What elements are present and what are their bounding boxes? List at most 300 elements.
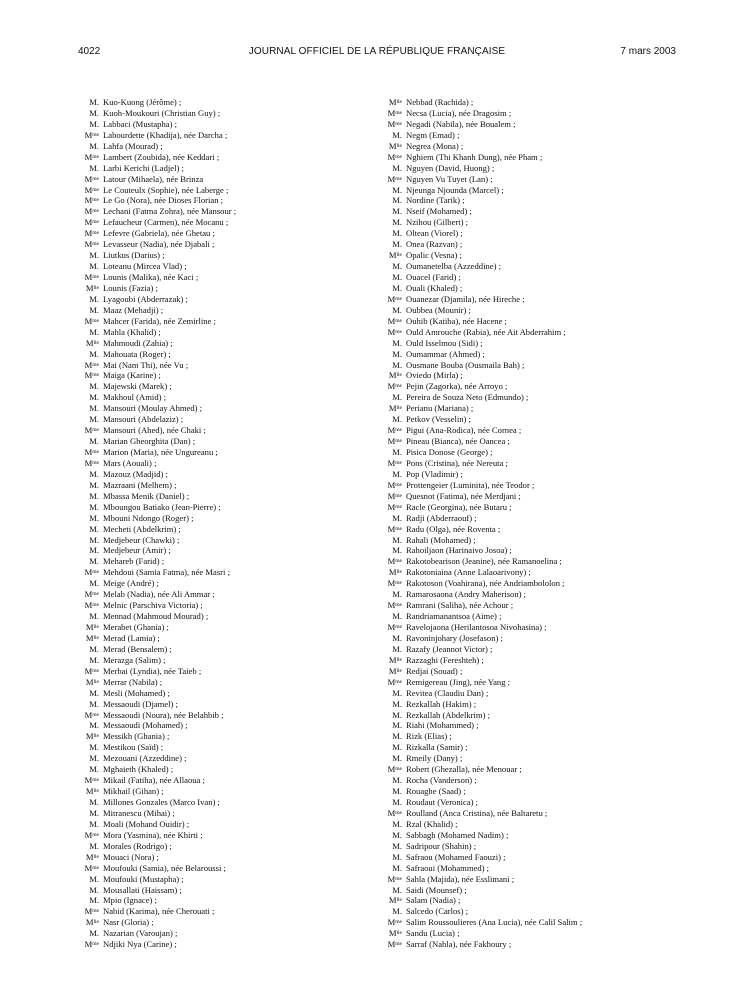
name-entry [82, 852, 382, 863]
civility-title: M. [392, 282, 402, 293]
person-name: Razafy (Jeannot Victor) ; [406, 643, 493, 654]
name-entry [82, 666, 382, 677]
name-entry [385, 753, 685, 764]
name-entry [385, 917, 685, 928]
name-entry [82, 502, 382, 513]
name-entry [385, 928, 685, 939]
civility-title: M. [89, 523, 99, 534]
person-name: Maiga (Karine) ; [103, 370, 161, 381]
name-entry [385, 469, 685, 480]
name-entry [385, 414, 685, 425]
civility-title: M. [89, 501, 99, 512]
civility-title: M. [392, 818, 402, 829]
civility-title: M. [89, 720, 99, 731]
name-entry [385, 458, 685, 469]
person-name: Rizk (Elias) ; [406, 731, 452, 742]
civility-title: $M^{me}$ [387, 622, 402, 632]
civility-title: M. [392, 720, 402, 731]
name-entry [385, 491, 685, 502]
civility-title: M. [89, 392, 99, 403]
person-name: Merad (Bensalem) ; [103, 643, 172, 654]
civility-title: $M^{me}$ [387, 381, 402, 392]
person-name: Nghiem (Thi Khanh Dung), née Pham ; [406, 151, 543, 162]
civility-title: M. [89, 250, 99, 261]
person-name: Kuo-Kuong (Jérôme) ; [103, 97, 182, 107]
name-entry [82, 753, 382, 764]
person-name: Lounis (Malika), née Kaci ; [103, 272, 199, 282]
civility-title: M. [392, 611, 402, 622]
civility-title: M. [392, 184, 402, 195]
name-entry [82, 885, 382, 896]
person-name: Pineau (Bianca), née Oancea ; [406, 436, 510, 447]
person-name: Melab (Nadia), née Ali Ammar ; [103, 589, 215, 600]
civility-title: $M^{me}$ [84, 709, 99, 720]
name-entry [385, 939, 685, 950]
name-entry [385, 283, 685, 294]
name-entry [385, 436, 685, 447]
civility-title: $M^{me}$ [387, 326, 402, 337]
civility-title: M. [89, 140, 99, 151]
civility-title: $M^{me}$ [84, 315, 99, 326]
person-name: Merbai (Lyndia), née Taieb ; [103, 665, 202, 676]
civility-title: M. [89, 611, 99, 622]
person-name: Petkov (Vesselin) ; [406, 414, 471, 425]
civility-title: M. [89, 293, 99, 304]
name-entry [82, 97, 382, 108]
name-entry [385, 688, 685, 699]
person-name: Mitranescu (Mihai) ; [103, 807, 175, 818]
civility-title: $M^{me}$ [387, 556, 402, 567]
person-name: Mai (Nam Thi), née Vu ; [103, 359, 189, 370]
person-name: Necsa (Lucia), née Dragosim ; [406, 107, 512, 118]
civility-title: $M^{me}$ [387, 151, 402, 162]
name-entry [385, 119, 685, 130]
person-name: Quesnot (Fatima), née Merdjani ; [406, 490, 521, 501]
person-name: Nordine (Tarik) ; [406, 195, 465, 206]
name-entry [385, 338, 685, 349]
name-entry [385, 130, 685, 141]
person-name: Mestikou (Saïd) ; [103, 742, 164, 753]
person-name: Ould Amrouche (Rabia), née Ait Abderrahim ; [406, 326, 566, 337]
name-entry [385, 874, 685, 885]
name-entry [82, 906, 382, 917]
civility-title: M. [392, 786, 402, 797]
name-entry [385, 830, 685, 841]
name-entry [82, 928, 382, 939]
person-name: Rocha (Vanderson) ; [406, 775, 477, 786]
person-name: Mahcer (Farida), née Zemirline ; [103, 315, 216, 326]
person-name: Ravelojaona (Herilantosoa Nivohasina) ; [406, 622, 547, 632]
person-name: Randriamanantsoa (Aime) ; [406, 611, 502, 622]
civility-title: $M^{me}$ [84, 829, 99, 840]
name-entry [82, 633, 382, 644]
name-entry [385, 545, 685, 556]
civility-title: M. [89, 479, 99, 490]
civility-title: M. [89, 895, 99, 906]
person-name: Nazarian (Varoujan) ; [103, 928, 178, 939]
civility-title: $M^{me}$ [387, 425, 402, 436]
civility-title: M. [392, 272, 402, 282]
name-entry [82, 403, 382, 414]
person-name: Ouanezar (Djamila), née Hireche ; [406, 293, 525, 304]
civility-title: M. [89, 348, 99, 359]
person-name: Pereira de Souza Neto (Edmundo) ; [406, 392, 529, 403]
civility-title: $M^{me}$ [84, 589, 99, 600]
civility-title: M. [392, 643, 402, 654]
civility-title: $M^{me}$ [387, 873, 402, 884]
name-entry [385, 764, 685, 775]
civility-title: M. [89, 261, 99, 272]
name-entry [82, 622, 382, 633]
civility-title: $M^{me}$ [387, 457, 402, 468]
name-entry [385, 578, 685, 589]
name-entry [82, 731, 382, 742]
person-name: Radu (Olga), née Roventa ; [406, 523, 501, 534]
name-entry [82, 830, 382, 841]
person-name: Mghaieth (Khaled) ; [103, 764, 174, 775]
name-entry [385, 808, 685, 819]
person-name: Sandu (Lucia) ; [406, 928, 460, 939]
person-name: Negrea (Mona) ; [406, 140, 464, 151]
name-entry [385, 152, 685, 163]
name-entry [82, 874, 382, 885]
name-entry [385, 731, 685, 742]
name-entry [385, 425, 685, 436]
name-entry [82, 491, 382, 502]
name-entry [385, 370, 685, 381]
civility-title: $M^{me}$ [84, 665, 99, 676]
person-name: Mazraani (Melhem) ; [103, 479, 177, 490]
person-name: Mansouri (Moulay Ahmed) ; [103, 403, 203, 414]
person-name: Pons (Cristina), née Nereuta ; [406, 457, 508, 468]
civility-title: $M^{lle}$ [85, 786, 99, 797]
civility-title: $M^{lle}$ [85, 676, 99, 687]
civility-title: $M^{me}$ [84, 939, 99, 950]
civility-title: $M^{me}$ [84, 359, 99, 370]
civility-title: M. [89, 381, 99, 392]
civility-title: M. [89, 742, 99, 753]
name-entry [82, 349, 382, 360]
name-entry [385, 699, 685, 710]
person-name: Messaoudi (Noura), née Belahbib ; [103, 709, 224, 720]
name-entry [385, 600, 685, 611]
name-entry [385, 852, 685, 863]
civility-title: M. [392, 698, 402, 709]
person-name: Redjai (Souad) ; [406, 665, 463, 676]
civility-title: M. [392, 731, 402, 742]
name-entry [385, 556, 685, 567]
name-entry [385, 611, 685, 622]
person-name: Ousmane Bouba (Ousmaila Bah) ; [406, 359, 525, 370]
person-name: Razzaghi (Fereshteh) ; [406, 654, 484, 665]
name-entry [385, 797, 685, 808]
name-entry [82, 819, 382, 830]
civility-title: M. [89, 643, 99, 654]
name-entry [385, 622, 685, 633]
name-entry [385, 819, 685, 830]
name-entry [385, 163, 685, 174]
person-name: Ouhib (Katiba), née Hacene ; [406, 315, 507, 326]
name-entry [82, 710, 382, 721]
person-name: Pop (Vladimir) ; [406, 468, 463, 479]
person-name: Rakotobearison (Jeanine), née Ramanoelina ; [406, 556, 562, 567]
person-name: Pigui (Ana-Rodica), née Cornea ; [406, 425, 522, 436]
civility-title: M. [392, 775, 402, 786]
person-name: Meige (André) ; [103, 578, 159, 589]
civility-title: M. [392, 589, 402, 600]
name-entry [82, 381, 382, 392]
civility-title: $M^{lle}$ [388, 895, 402, 906]
civility-title: M. [392, 687, 402, 698]
civility-title: $M^{me}$ [84, 567, 99, 578]
person-name: Lambert (Zoubida), née Keddari ; [103, 151, 220, 162]
person-name: Mazouz (Madjid) ; [103, 468, 168, 479]
civility-title: M. [89, 326, 99, 337]
civility-title: $M^{me}$ [84, 600, 99, 611]
person-name: Oumanetelba (Azzeddine) ; [406, 261, 501, 272]
person-name: Mesli (Mohamed) ; [103, 687, 170, 698]
person-name: Lyagoubi (Abderrazak) ; [103, 293, 188, 304]
person-name: Ravoninjohary (Josefason) ; [406, 632, 503, 643]
civility-title: M. [392, 304, 402, 315]
name-entry [82, 294, 382, 305]
person-name: Nabid (Karima), née Cherouati ; [103, 906, 215, 917]
civility-title: M. [392, 162, 402, 173]
civility-title: $M^{me}$ [387, 107, 402, 118]
name-entry [385, 480, 685, 491]
civility-title: $M^{lle}$ [388, 665, 402, 676]
name-entry [82, 305, 382, 316]
person-name: Labbaci (Mustapha) ; [103, 118, 177, 129]
name-entry [385, 206, 685, 217]
name-entry [385, 108, 685, 119]
civility-title: M. [392, 884, 402, 895]
person-name: Mora (Yasmina), née Khirti ; [103, 829, 203, 840]
person-name: Maaz (Mehadji) ; [103, 304, 164, 315]
civility-title: M. [89, 818, 99, 829]
civility-title: $M^{me}$ [84, 370, 99, 381]
name-entry [385, 666, 685, 677]
person-name: Negm (Emad) ; [406, 129, 460, 140]
person-name: Roulland (Anca Cristina), née Baltaretu ; [406, 807, 548, 818]
name-entry [385, 720, 685, 731]
civility-title: M. [392, 228, 402, 239]
name-entry [385, 513, 685, 524]
person-name: Sahla (Majida), née Esslimani ; [406, 873, 515, 884]
person-name: Nseif (Mohamed) ; [406, 206, 472, 217]
person-name: Messikh (Ghania) ; [103, 731, 170, 742]
person-name: Mahla (Khalid) ; [103, 326, 161, 337]
person-name: Mbassa Menik (Daniel) ; [103, 490, 190, 501]
person-name: Lefevre (Gabriela), née Ghetau ; [103, 228, 215, 239]
person-name: Makhoul (Amid) ; [103, 392, 167, 403]
civility-title: M. [392, 359, 402, 370]
civility-title: M. [392, 742, 402, 753]
person-name: Onea (Razvan) ; [406, 239, 463, 250]
page-number: 4022 [78, 46, 101, 57]
person-name: Salcedo (Carlos) ; [406, 906, 469, 917]
name-entry [82, 217, 382, 228]
person-name: Merazga (Salim) ; [103, 654, 166, 665]
name-entry [385, 349, 685, 360]
name-entry [82, 163, 382, 174]
civility-title: $M^{lle}$ [388, 140, 402, 151]
civility-title: $M^{me}$ [84, 195, 99, 206]
person-name: Rezkallah (Abdelkrim) ; [406, 709, 490, 720]
name-entry [385, 786, 685, 797]
name-entry [82, 786, 382, 797]
person-name: Mahouata (Roger) ; [103, 348, 171, 359]
civility-title: $M^{me}$ [84, 228, 99, 239]
name-entry [385, 381, 685, 392]
person-name: Njeunga Njounda (Marcel) ; [406, 184, 504, 195]
civility-title: M. [392, 797, 402, 807]
civility-title: M. [89, 512, 99, 523]
civility-title: $M^{me}$ [84, 173, 99, 184]
person-name: Roudaut (Veronica) ; [406, 797, 479, 807]
civility-title: $M^{lle}$ [388, 654, 402, 665]
civility-title: M. [89, 107, 99, 118]
civility-title: $M^{me}$ [387, 173, 402, 184]
civility-title: $M^{lle}$ [85, 632, 99, 643]
name-entry [82, 764, 382, 775]
civility-title: $M^{lle}$ [85, 622, 99, 632]
name-entry [385, 895, 685, 906]
name-entry [385, 327, 685, 338]
civility-title: $M^{me}$ [84, 457, 99, 468]
name-entry [82, 392, 382, 403]
name-entry [385, 272, 685, 283]
civility-title: M. [89, 162, 99, 173]
civility-title: $M^{lle}$ [388, 370, 402, 381]
civility-title: $M^{me}$ [84, 184, 99, 195]
person-name: Mikhail (Gihan) ; [103, 786, 164, 797]
name-entry [385, 250, 685, 261]
person-name: Safraoui (Mohammed) ; [406, 862, 490, 873]
name-entry [82, 152, 382, 163]
person-name: Rezkallah (Hakim) ; [406, 698, 477, 709]
civility-title: $M^{me}$ [84, 272, 99, 282]
civility-title: M. [392, 447, 402, 457]
person-name: Sabbagh (Mohamed Nadim) ; [406, 829, 509, 840]
civility-title: M. [392, 862, 402, 873]
civility-title: M. [392, 337, 402, 348]
name-entry [82, 513, 382, 524]
person-name: Ould Isselmou (Sidi) ; [406, 337, 483, 348]
civility-title: $M^{me}$ [84, 425, 99, 436]
civility-title: M. [89, 753, 99, 764]
civility-title: M. [392, 348, 402, 359]
civility-title: M. [392, 392, 402, 403]
name-entry [82, 370, 382, 381]
civility-title: $M^{me}$ [387, 479, 402, 490]
civility-title: M. [392, 217, 402, 228]
name-entry [385, 360, 685, 371]
name-entry [82, 917, 382, 928]
name-entry [82, 436, 382, 447]
person-name: Mikail (Fatiha), née Allaoua ; [103, 775, 205, 786]
name-entry [82, 589, 382, 600]
person-name: Oumammar (Ahmed) ; [406, 348, 485, 359]
civility-title: $M^{lle}$ [388, 250, 402, 261]
person-name: Riahi (Mohammed) ; [406, 720, 479, 731]
civility-title: M. [89, 873, 99, 884]
name-entry [82, 545, 382, 556]
civility-title: M. [89, 654, 99, 665]
name-entry [385, 655, 685, 666]
person-name: Mehdoui (Samia Fatma), née Masri ; [103, 567, 230, 578]
page-header [78, 46, 676, 60]
civility-title: M. [392, 414, 402, 425]
civility-title: M. [89, 304, 99, 315]
person-name: Loteanu (Mircea Vlad) ; [103, 261, 187, 272]
person-name: Oviedo (Mirla) ; [406, 370, 463, 381]
person-name: Morales (Rodrigo) ; [103, 840, 172, 851]
name-entry [82, 720, 382, 731]
name-entry [385, 567, 685, 578]
civility-title: M. [89, 545, 99, 556]
person-name: Moali (Mohand Ouidir) ; [103, 818, 190, 829]
name-list-right-column [385, 97, 685, 950]
name-entry [385, 261, 685, 272]
person-name: Nzihou (Gilbert) ; [406, 217, 469, 228]
person-name: Mezouani (Azzeddine) ; [103, 753, 187, 764]
person-name: Saidi (Mounsef) ; [406, 884, 467, 895]
civility-title: M. [89, 764, 99, 775]
name-entry [82, 578, 382, 589]
civility-title: M. [89, 807, 99, 818]
civility-title: $M^{me}$ [84, 129, 99, 140]
civility-title: M. [89, 534, 99, 545]
person-name: Ouali (Khaled) ; [406, 282, 463, 293]
person-name: Melnic (Parschiva Victoria) ; [103, 600, 203, 611]
person-name: Merabet (Ghania) ; [103, 622, 169, 632]
name-entry [82, 195, 382, 206]
civility-title: $M^{me}$ [387, 764, 402, 775]
person-name: Mansouri (Abdelaziz) ; [103, 414, 184, 425]
name-entry [82, 480, 382, 491]
name-entry [82, 108, 382, 119]
name-entry [385, 174, 685, 185]
name-entry [385, 195, 685, 206]
civility-title: M. [89, 884, 99, 895]
name-entry [82, 742, 382, 753]
person-name: Mehareb (Farid) ; [103, 556, 165, 567]
name-entry [82, 141, 382, 152]
name-entry [385, 633, 685, 644]
person-name: Mouaci (Nora) ; [103, 851, 159, 862]
civility-title: M. [89, 97, 99, 107]
person-name: Ouacel (Farid) ; [406, 272, 461, 282]
civility-title: M. [392, 545, 402, 556]
name-entry [385, 316, 685, 327]
person-name: Mpio (Ignace) ; [103, 895, 157, 906]
name-entry [385, 589, 685, 600]
person-name: Nguyen (David, Huong) ; [406, 162, 495, 173]
person-name: Lahfa (Mourad) ; [103, 140, 163, 151]
person-name: Lechani (Fatma Zohra), née Mansour ; [103, 206, 237, 217]
civility-title: $M^{me}$ [84, 775, 99, 786]
person-name: Larbi Kerichi (Ladjel) ; [103, 162, 184, 173]
civility-title: M. [392, 261, 402, 272]
person-name: Mbouni Ndongo (Roger) ; [103, 512, 194, 523]
civility-title: M. [89, 490, 99, 501]
name-entry [385, 742, 685, 753]
person-name: Millones Gonzales (Marco Ivan) ; [103, 797, 220, 807]
civility-title: $M^{lle}$ [388, 567, 402, 578]
civility-title: $M^{lle}$ [85, 851, 99, 862]
name-entry [82, 414, 382, 425]
